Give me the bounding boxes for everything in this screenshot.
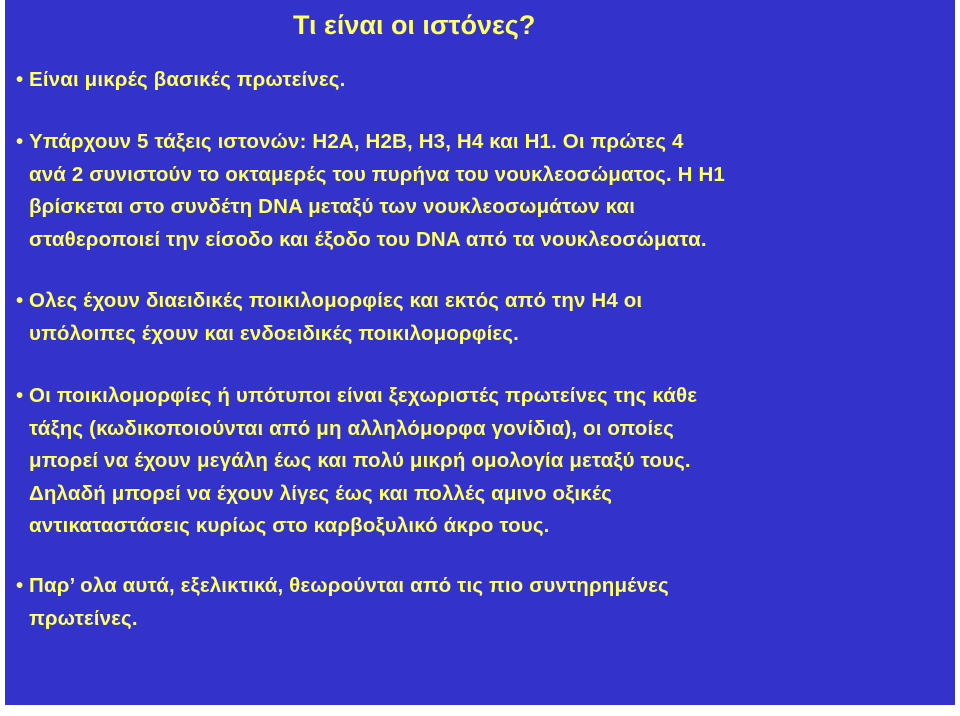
bullet-line: τάξης (κωδικοποιούνται από μη αλληλόμορφα γονίδια), οι οποίες	[29, 416, 674, 440]
bullet-line: πρωτείνες.	[29, 606, 138, 630]
bullet-item-3	[14, 285, 935, 350]
bullet-line: Δηλαδή μπορεί να έχουν λίγες έως και πολλές αμινο οξικές	[29, 481, 613, 505]
bullet-marker: •	[16, 384, 24, 407]
bullet-line: ανά 2 συνιστούν το οκταμερές του πυρήνα του νουκλεοσώματος. Η Η1	[29, 162, 725, 186]
slide	[5, 0, 955, 705]
bullet-line: Είναι μικρές βασικές πρωτείνες.	[29, 68, 346, 91]
bullet-item-4	[14, 380, 935, 543]
bullet-line: Οι ποικιλομορφίες ή υπότυποι είναι ξεχωριστές πρωτείνες της κάθε	[29, 384, 698, 407]
slide-title: Τι είναι οι ιστόνες?	[293, 10, 536, 40]
bullet-line: σταθεροποιεί την είσοδο και έξοδο του DNA από τα νουκλεοσώματα.	[29, 227, 707, 251]
bullet-line: υπόλοιπες έχουν και ενδοειδικές ποικιλομορφίες.	[29, 321, 519, 345]
bullet-line: Παρ’ ολα αυτά, εξελικτικά, θεωρούνται από τις πιο συντηρημένες	[29, 574, 669, 597]
bullet-marker: •	[16, 289, 24, 312]
bullet-line: Ολες έχουν διαειδικές ποικιλομορφίες και εκτός από την Η4 οι	[29, 289, 643, 312]
bullet-item-2	[14, 126, 935, 256]
bullet-marker: •	[16, 68, 24, 91]
bullet-item-1	[14, 64, 935, 97]
bullet-line: βρίσκεται στο συνδέτη DNA μεταξύ των νουκλεοσωμάτων και	[29, 195, 636, 218]
bullet-marker: •	[16, 574, 24, 597]
bullet-line: μπορεί να έχουν μεγάλη έως και πολύ μικρή ομολογία μεταξύ τους.	[29, 449, 691, 472]
bullet-marker: •	[16, 130, 24, 153]
bullet-line: Υπάρχουν 5 τάξεις ιστονών: Η2Α, Η2Β, Η3, Η4 και Η1. Οι πρώτες 4	[29, 130, 684, 153]
bullet-item-5	[14, 570, 935, 635]
bullet-line: αντικαταστάσεις κυρίως στο καρβοξυλικό άκρο τους.	[29, 514, 550, 537]
